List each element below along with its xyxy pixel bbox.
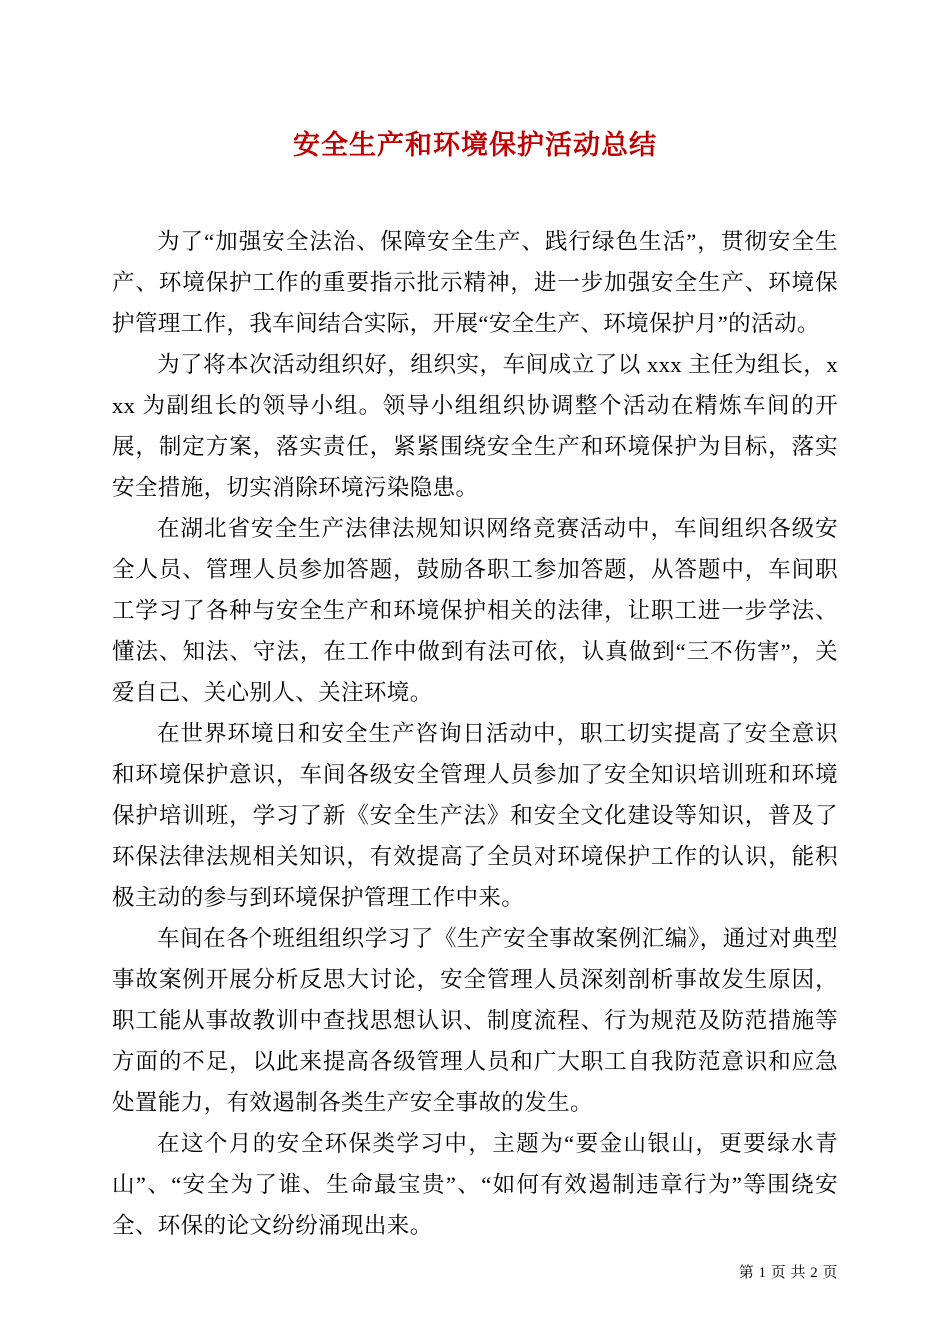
- page-title: 安全生产和环境保护活动总结: [293, 130, 657, 160]
- paragraph: 车间在各个班组组织学习了《生产安全事故案例汇编》，通过对典型事故案例开展分析反思大讨论，安全管理人员深刻剖析事故发生原因，职工能从事故教训中查找思想认识、制度流程、行为规范及防范措施等方面的不足，以此来提高各级管理人员和广大职工自我防范意识和应急处置能力，有效遏制各类生产安全事故的发生。: [112, 926, 838, 1116]
- paragraph: 在世界环境日和安全生产咨询日活动中，职工切实提高了安全意识和环境保护意识，车间各级安全管理人员参加了安全知识培训班和环境保护培训班，学习了新《安全生产法》和安全文化建设等知识，普及了环保法律法规相关知识，有效提高了全员对环境保护工作的认识，能积极主动的参与到环境保护管理工作中来。: [112, 721, 838, 911]
- paragraph: 在湖北省安全生产法律法规知识网络竞赛活动中，车间组织各级安全人员、管理人员参加答题，鼓励各职工参加答题，从答题中，车间职工学习了各种与安全生产和环境保护相关的法律，让职工进一步学法、懂法、知法、守法，在工作中做到有法可依，认真做到“三不伤害”，关爱自己、关心别人、关注环境。: [112, 516, 838, 706]
- paragraph: 在这个月的安全环保类学习中，主题为“要金山银山，更要绿水青山”、“安全为了谁、生命最宝贵”、“如何有效遏制违章行为”等围绕安全、环保的论文纷纷涌现出来。: [112, 1131, 838, 1239]
- paragraph: 为了“加强安全法治、保障安全生产、践行绿色生活”，贯彻安全生产、环境保护工作的重要指示批示精神，进一步加强安全生产、环境保护管理工作，我车间结合实际，开展“安全生产、环境保护月”的活动。: [112, 229, 838, 337]
- page-footer: 第 1 页 共 2 页: [738, 1265, 838, 1281]
- document-body: [112, 221, 838, 1246]
- paragraph: 为了将本次活动组织好，组织实，车间成立了以 xxx 主任为组长，xxx 为副组长的领导小组。领导小组组织协调整个活动在精炼车间的开展，制定方案，落实责任，紧紧围绕安全生产和环境保护为目标，落实安全措施，切实消除环境污染隐患。: [112, 352, 838, 501]
